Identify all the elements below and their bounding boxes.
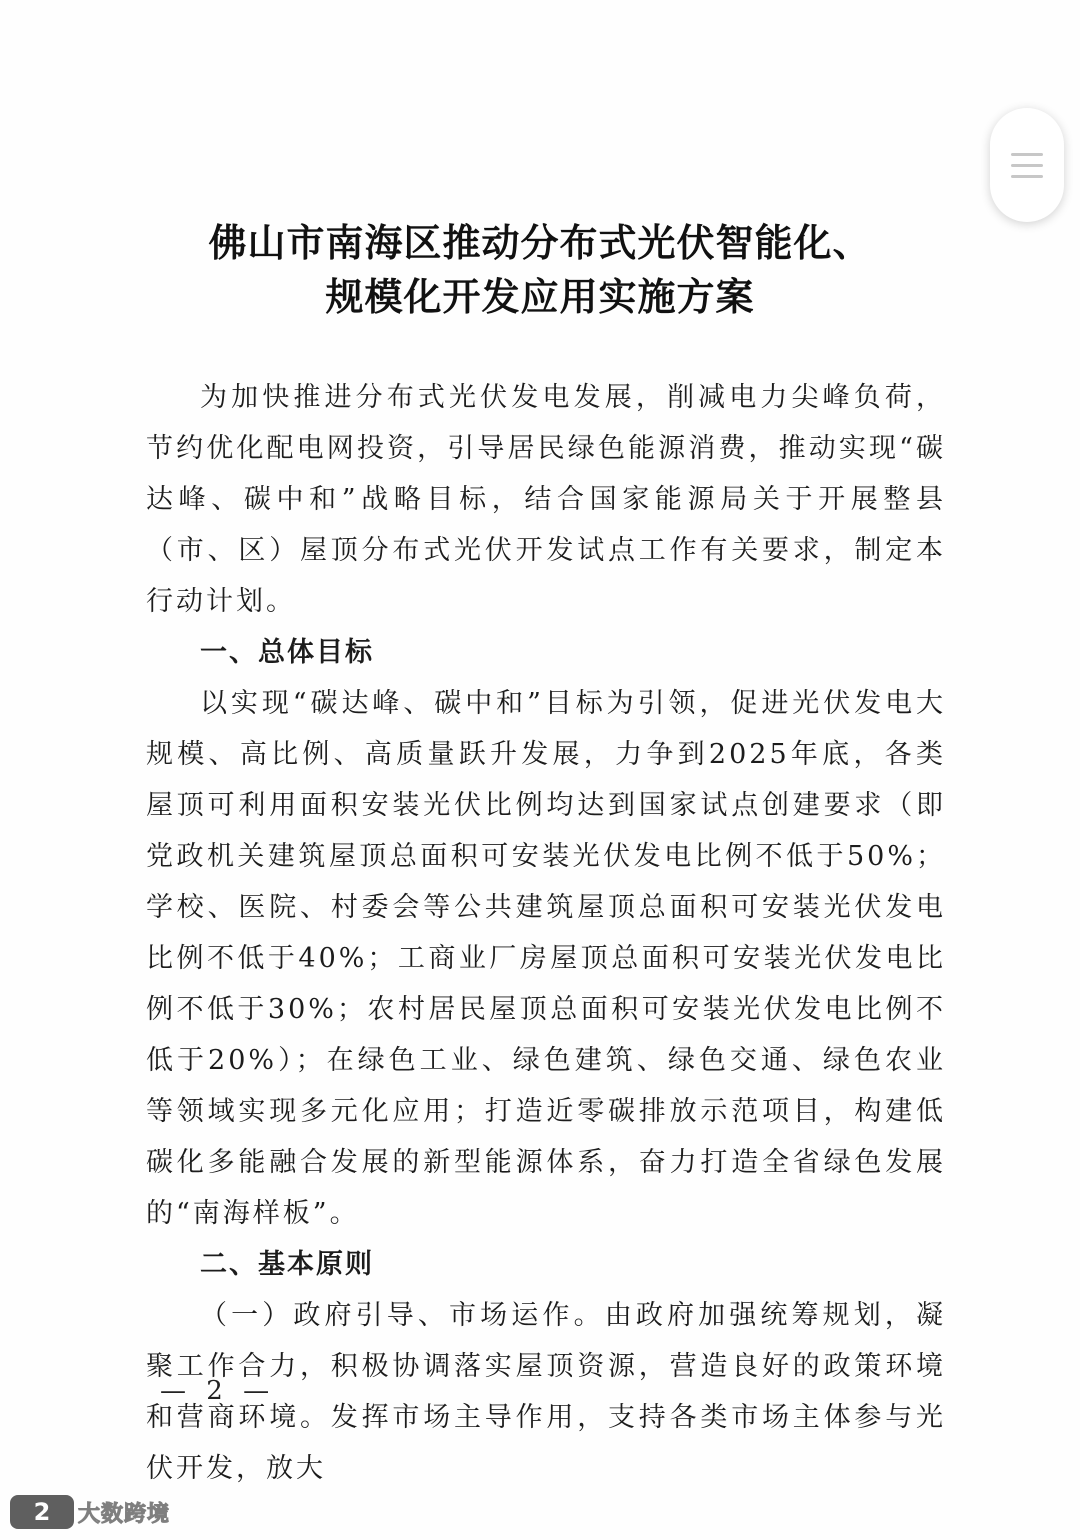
section-2-heading: 二、基本原则	[200, 1249, 374, 1280]
watermark	[10, 1492, 170, 1532]
section-2-paragraph: （一）政府引导、市场运作。由政府加强统筹规划，凝聚工作合力，积极协调落实屋顶资源，营造良好的政策环境和营商环境。发挥市场主导作用，支持各类市场主体参与光伏开发，放大	[146, 1300, 946, 1484]
page-number: — 2 —	[160, 1376, 276, 1406]
section-1-paragraph: 以实现“碳达峰、碳中和”目标为引领，促进光伏发电大规模、高比例、高质量跃升发展，力争到2025年底，各类屋顶可利用面积安装光伏比例均达到国家试点创建要求（即党政机关建筑屋顶总面积可安装光伏发电比例不低于50%；学校、医院、村委会等公共建筑屋顶总面积可安装光伏发电比例不低于40%；工商业厂房屋顶总面积可安装光伏发电比例不低于30%；农村居民屋顶总面积可安装光伏发电比例不低于20%）；在绿色工业、绿色建筑、绿色交通、绿色农业等领域实现多元化应用；打造近零碳排放示范项目，构建低碳化多能融合发展的新型能源体系，奋力打造全省绿色发展的“南海样板”。	[146, 688, 946, 1229]
section-1-heading: 一、总体目标	[200, 637, 374, 668]
hamburger-menu-icon	[1011, 153, 1043, 156]
document-title-line-1: 佛山市南海区推动分布式光伏智能化、	[208, 220, 872, 265]
hamburger-menu-icon-bar	[1011, 164, 1043, 167]
intro-paragraph: 为加快推进分布式光伏发电发展，削减电力尖峰负荷，节约优化配电网投资，引导居民绿色能源消费，推动实现“碳达峰、碳中和”战略目标，结合国家能源局关于开展整县（市、区）屋顶分布式光伏开发试点工作有关要求，制定本行动计划。	[146, 382, 946, 617]
watermark-text: 大数跨境	[78, 1501, 171, 1527]
menu-button[interactable]	[990, 108, 1064, 222]
hamburger-menu-icon-bar	[1011, 175, 1043, 178]
watermark-logo: 2	[10, 1495, 74, 1529]
document-body	[146, 372, 946, 1494]
document-title-line-2: 规模化开发应用实施方案	[325, 274, 755, 319]
